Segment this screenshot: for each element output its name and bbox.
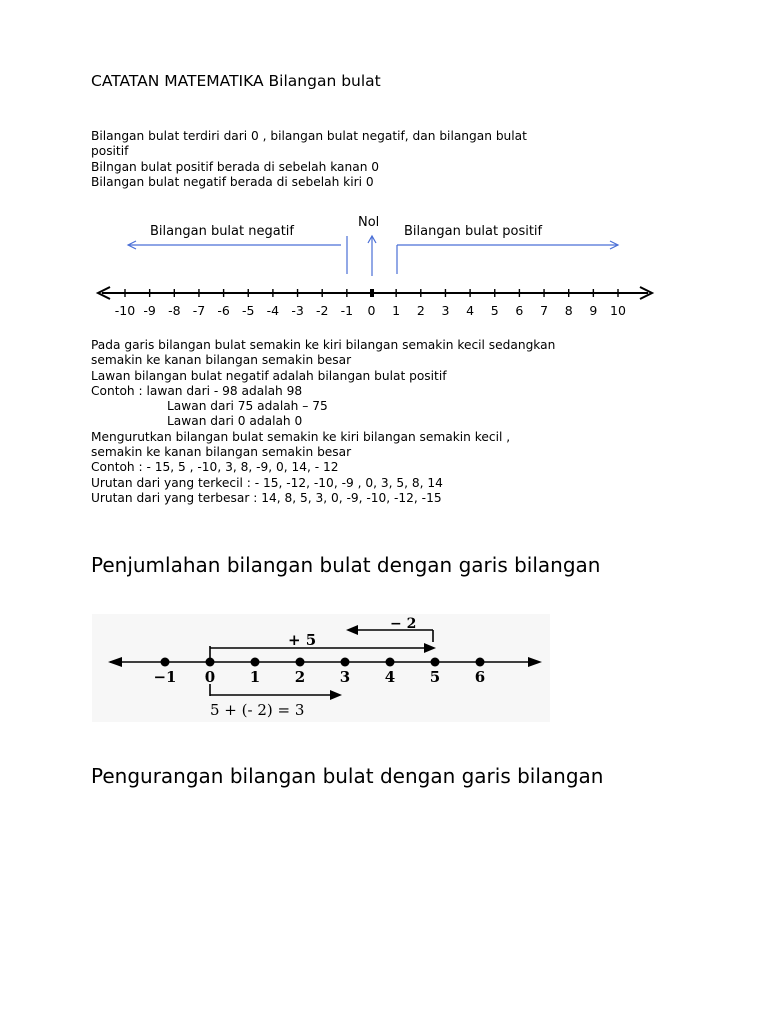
tick-dot [476, 658, 485, 667]
tick-label: 6 [515, 303, 524, 318]
intro-line: Bilangan bulat negatif berada di sebelah kiri 0 [91, 174, 374, 189]
addition-number-line-figure [92, 614, 550, 722]
tick-dot [296, 658, 305, 667]
tick-label: 5 [490, 303, 499, 318]
tick-dot [386, 658, 395, 667]
tick-label: -9 [143, 303, 156, 318]
intro-line: Bilangan bulat terdiri dari 0 , bilangan bulat negatif, dan bilangan bulat [91, 129, 527, 143]
tick-label: -1 [340, 303, 354, 318]
note-line: Urutan dari yang terkecil : - 15, -12, -10, -9 , 0, 3, 5, 8, 14 [91, 475, 443, 490]
tick-label: 8 [564, 303, 573, 318]
tick-label: -7 [192, 303, 206, 318]
plus-five-label: + 5 [288, 631, 317, 649]
note-line: semakin ke kanan bilangan semakin besar [91, 445, 352, 460]
note-line: Contoh : - 15, 5 , -10, 3, 8, -9, 0, 14, - 12 [91, 460, 339, 475]
note-line: Lawan dari 75 adalah – 75 [167, 399, 328, 414]
tick-dot [431, 658, 440, 667]
zero-marker [370, 289, 374, 297]
note-line: Contoh : lawan dari - 98 adalah 98 [91, 383, 303, 398]
tick-label: 10 [610, 303, 626, 318]
tick-label: 2 [416, 303, 425, 318]
integer-number-line-figure [88, 208, 664, 326]
tick-label: 1 [249, 668, 261, 686]
intro-paragraph [91, 129, 527, 190]
tick-label: 5 [429, 668, 441, 686]
tick-label: 2 [294, 668, 306, 686]
tick-label: 3 [339, 668, 351, 686]
note-line: Pada garis bilangan bulat semakin ke kiri bilangan semakin kecil sedangkan [91, 338, 556, 352]
intro-line: positif [91, 144, 129, 159]
tick-dot [341, 658, 350, 667]
note-line: Urutan dari yang terbesar : 14, 8, 5, 3, 0, -9, -10, -12, -15 [91, 490, 442, 505]
addition-heading: Penjumlahan bilangan bulat dengan garis bilangan [91, 553, 601, 577]
tick-label: -10 [114, 303, 136, 318]
result-label: 5 + (- 2) = 3 [210, 701, 305, 719]
notes-paragraph [91, 338, 555, 506]
minus-two-label: − 2 [390, 616, 417, 632]
tick-label: 0 [367, 303, 376, 318]
note-line: Mengurutkan bilangan bulat semakin ke kiri bilangan semakin kecil , [91, 429, 511, 444]
tick-label: -6 [217, 303, 230, 318]
subtraction-heading: Pengurangan bilangan bulat dengan garis bilangan [91, 764, 604, 788]
document-title: CATATAN MATEMATIKA Bilangan bulat [91, 72, 381, 90]
tick-dot [161, 658, 170, 667]
tick-label: -8 [168, 303, 181, 318]
tick-dot [251, 658, 260, 667]
tick-label: 4 [466, 303, 475, 318]
tick-label: 9 [589, 303, 598, 318]
tick-label: 6 [474, 668, 486, 686]
tick-label: 3 [441, 303, 450, 318]
tick-label: 1 [392, 303, 401, 318]
intro-line: Bilngan bulat positif berada di sebelah kanan 0 [91, 159, 380, 174]
tick-label: 7 [540, 303, 549, 318]
positive-label: Bilangan bulat positif [404, 224, 543, 239]
negative-label: Bilangan bulat negatif [150, 224, 294, 239]
note-line: Lawan bilangan bulat negatif adalah bilangan bulat positif [91, 368, 447, 383]
tick-label: -3 [291, 303, 304, 318]
note-line: semakin ke kanan bilangan semakin besar [91, 353, 352, 368]
tick-label: −1 [153, 668, 177, 686]
zero-label: Nol [358, 215, 380, 230]
note-line: Lawan dari 0 adalah 0 [167, 414, 303, 429]
tick-label: -5 [242, 303, 255, 318]
tick-label: 0 [204, 668, 216, 686]
tick-label: -2 [315, 303, 329, 318]
tick-label: 4 [384, 668, 396, 686]
tick-label: -4 [266, 303, 280, 318]
